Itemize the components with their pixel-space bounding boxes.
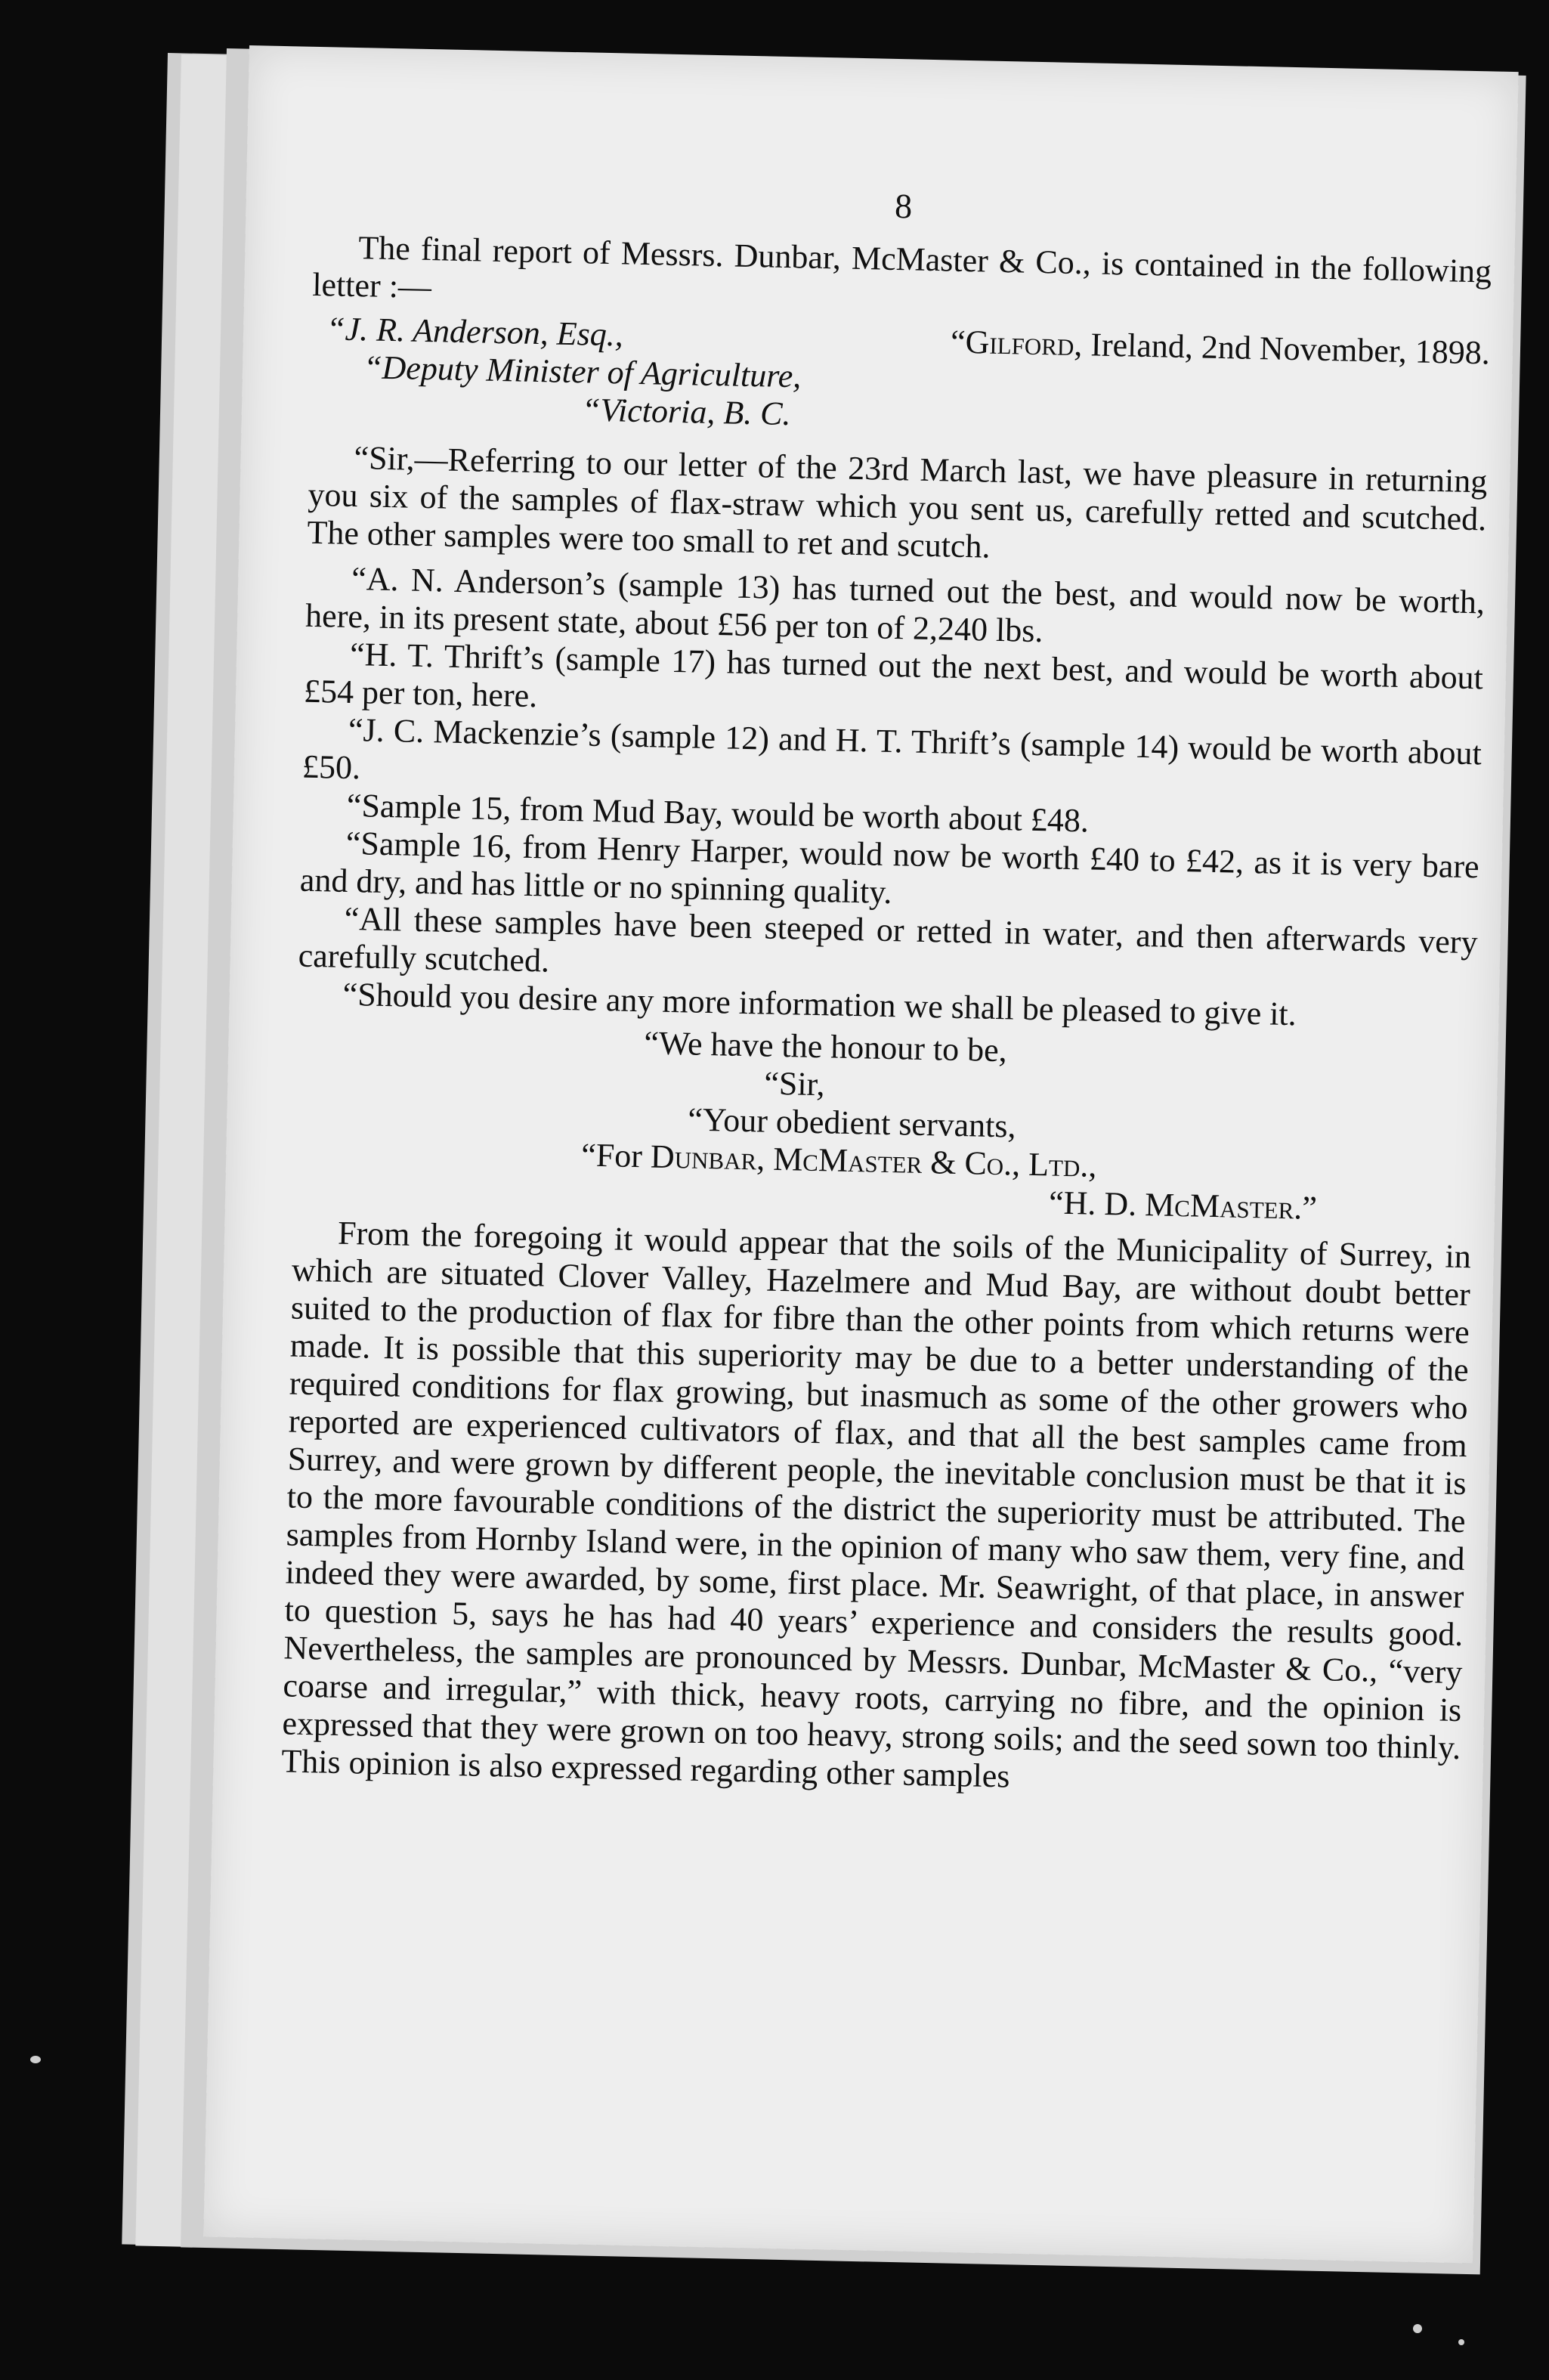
letter-heading xyxy=(309,310,1490,463)
addressee-title: “Deputy Minister of Agriculture, xyxy=(363,348,802,395)
addressee-name: “J. R. Anderson, Esq., xyxy=(326,310,624,354)
letter-paragraph: “Should you desire any more information we shall be pleased to give it. xyxy=(342,975,1297,1033)
letter-paragraph: “J. C. Mackenzie’s (sample 12) and H. T. Thrift’s (sample 14) would be worth about £50. xyxy=(301,710,1483,787)
closing-line: “We have the honour to be, xyxy=(643,1024,1008,1069)
firm-name: Dunbar, McMaster & Co., Ltd., xyxy=(650,1137,1097,1184)
letter-paragraph: “Sample 16, from Henry Harper, would now be worth £40 to £42, as it is very bare and dry, and has little or no spinning quality. xyxy=(299,824,1480,911)
page-number: 8 xyxy=(894,186,913,226)
letter-paragraph: “Sample 15, from Mud Bay, would be worth about £48. xyxy=(346,786,1090,840)
closing-firm: “For Dunbar, McMaster & Co., Ltd., xyxy=(580,1136,1097,1184)
letter-paragraph: “Sir,—Referring to our letter of the 23rd March last, we have pleasure in returning you six of the samples of flax-straw which you sent us, carefully retted and scutched. The other samples were too small to ret and scutch. xyxy=(307,439,1488,565)
addressee-place: “Victoria, B. C. xyxy=(581,391,792,433)
dust-speck xyxy=(1458,2339,1464,2345)
letter-paragraph: “All these samples have been steeped or retted in water, and then afterwards very carefully scutched. xyxy=(298,899,1479,980)
book-page xyxy=(203,45,1518,2264)
page-content xyxy=(280,186,1492,1805)
intro-text: The final report of Messrs. Dunbar, McMaster & Co., is contained in the following letter :— xyxy=(311,229,1492,306)
place-name: “Gilford xyxy=(950,323,1074,363)
letter-body xyxy=(297,438,1488,1038)
closing-signature: “H. D. McMaster.” xyxy=(1048,1184,1318,1227)
letter-paragraph: “H. T. Thrift’s (sample 17) has turned out the next best, and would be worth about £54 per ton, here. xyxy=(303,635,1484,715)
letter-closing xyxy=(293,1017,1476,1231)
commentary-paragraph: From the foregoing it would appear that the soils of the Municipality of Surrey, in which are situated Clover Valley, Hazelmere and Mud Bay, are without doubt better suited to the production of flax for fibre than the other points from which returns were made. It is possible that this superiority may be due to a better understanding of the required conditions for flax growing, but inasmuch as some of the other growers who reported are experienced cultivators of flax, and that all the best samples came from Surrey, and were grown by different people, the inevitable conclusion must be that it is to the more favourable conditions of the district the superiority must be attributed. The samples from Hornby Island were, in the opinion of many who saw them, very fine, and indeed they were awarded, by some, first place. Mr. Seawright, of that place, in answer to question 5, says he has had 40 years’ experience and considers the results good. Nevertheless, the samples are pronounced by Messrs. Dunbar, McMaster & Co., “very coarse and irregular,” with thick, heavy roots, carrying no fibre, and the opinion is expressed that they were grown on too heavy, strong soils; and the seed sown too thinly. This opinion is also expressed regarding other samples xyxy=(280,1214,1472,1795)
signatory-name: McMaster.” xyxy=(1144,1186,1318,1227)
dust-speck xyxy=(1413,2324,1422,2333)
place-date xyxy=(951,323,1491,373)
date-text: , Ireland, 2nd November, 1898. xyxy=(1073,325,1491,372)
closing-line: “Your obedient servants, xyxy=(687,1100,1017,1145)
letter-paragraph: “A. N. Anderson’s (sample 13) has turned out the best, and would now be worth, here, in its present state, about £56 per ton of 2,240 lbs. xyxy=(305,559,1486,650)
addressee-block xyxy=(325,310,802,433)
dust-speck xyxy=(30,2056,41,2063)
closing-salutation: “Sir, xyxy=(763,1064,826,1103)
commentary xyxy=(281,1214,1471,1806)
